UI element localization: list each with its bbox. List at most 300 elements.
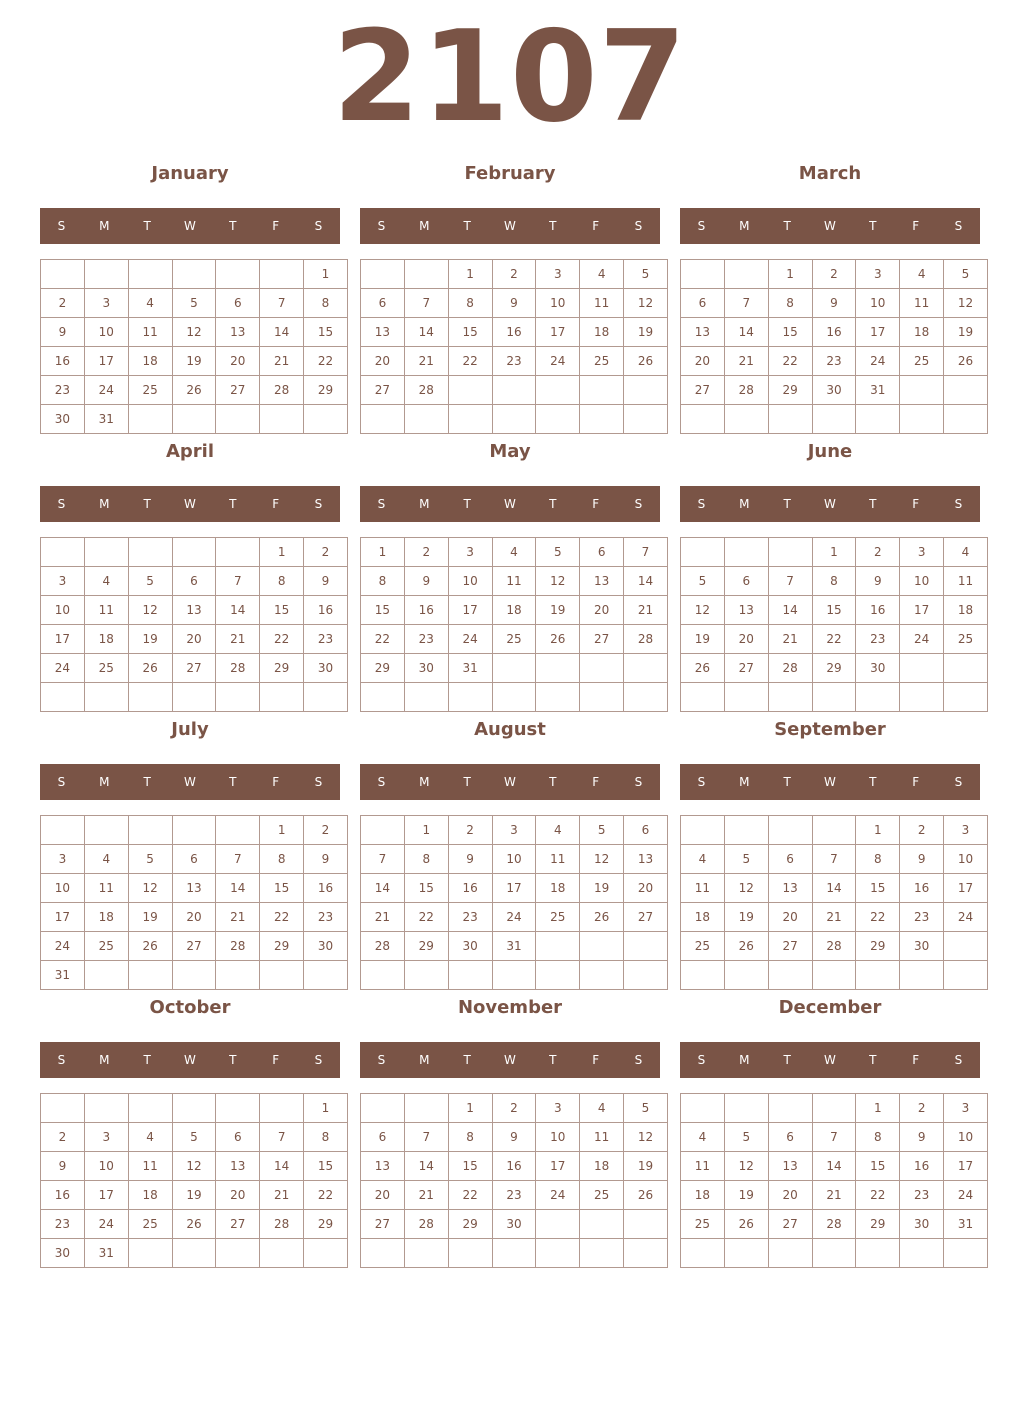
weekday-label: T — [143, 497, 151, 511]
week-row — [41, 1210, 348, 1239]
day-cell: 7 — [404, 1123, 448, 1152]
week-row — [41, 625, 348, 654]
weekday-label: S — [697, 1053, 706, 1067]
day-cell: 2 — [812, 260, 856, 289]
day-cell — [724, 683, 768, 712]
day-cell: 15 — [404, 874, 448, 903]
day-cell: 15 — [304, 318, 348, 347]
day-cell: 2 — [304, 816, 348, 845]
week-row — [361, 260, 668, 289]
day-cell: 21 — [216, 625, 260, 654]
week-row — [681, 961, 988, 990]
day-cell — [536, 1210, 580, 1239]
day-cell: 7 — [768, 567, 812, 596]
day-cell — [448, 961, 492, 990]
day-cell: 8 — [361, 567, 405, 596]
day-cell: 21 — [724, 347, 768, 376]
day-cell — [492, 376, 536, 405]
day-cell: 22 — [856, 903, 900, 932]
day-cell: 23 — [304, 625, 348, 654]
day-cell: 14 — [812, 1152, 856, 1181]
week-row — [681, 289, 988, 318]
day-cell — [304, 683, 348, 712]
day-cell: 26 — [724, 1210, 768, 1239]
day-cell: 10 — [900, 567, 944, 596]
day-cell — [812, 1239, 856, 1268]
day-cell — [84, 1094, 128, 1123]
day-cell: 7 — [361, 845, 405, 874]
day-cell — [448, 1239, 492, 1268]
day-cell: 30 — [448, 932, 492, 961]
day-cell: 18 — [580, 1152, 624, 1181]
week-row — [41, 683, 348, 712]
day-cell: 24 — [41, 932, 85, 961]
day-cell — [681, 1094, 725, 1123]
day-cell: 23 — [41, 376, 85, 405]
day-cell: 1 — [448, 1094, 492, 1123]
day-cell: 30 — [900, 1210, 944, 1239]
weekday-label: F — [592, 219, 600, 233]
weekday-label: S — [377, 1053, 386, 1067]
weekday-label: F — [272, 497, 280, 511]
day-cell: 11 — [128, 318, 172, 347]
month-name: February — [464, 163, 556, 184]
day-cell: 9 — [41, 318, 85, 347]
day-cell: 6 — [580, 538, 624, 567]
days-grid — [360, 259, 668, 434]
weekday-label: S — [697, 497, 706, 511]
day-cell — [944, 961, 988, 990]
day-cell: 3 — [944, 816, 988, 845]
weekday-label: F — [912, 1053, 920, 1067]
day-cell: 22 — [856, 1181, 900, 1210]
weekday-label: T — [869, 219, 877, 233]
weekday-label: S — [314, 775, 323, 789]
days-grid — [40, 259, 348, 434]
day-cell: 12 — [624, 289, 668, 318]
day-cell — [84, 538, 128, 567]
week-row — [361, 289, 668, 318]
day-cell: 4 — [681, 1123, 725, 1152]
week-row — [681, 567, 988, 596]
day-cell — [580, 654, 624, 683]
day-cell: 7 — [812, 1123, 856, 1152]
day-cell — [361, 816, 405, 845]
weekday-label: W — [184, 775, 196, 789]
day-cell — [681, 1239, 725, 1268]
day-cell — [536, 654, 580, 683]
day-cell: 19 — [724, 1181, 768, 1210]
day-cell: 5 — [681, 567, 725, 596]
day-cell: 26 — [944, 347, 988, 376]
day-cell: 16 — [304, 874, 348, 903]
weekday-label: M — [419, 775, 430, 789]
day-cell: 18 — [84, 625, 128, 654]
day-cell — [128, 1094, 172, 1123]
day-cell: 11 — [128, 1152, 172, 1181]
day-cell: 5 — [624, 1094, 668, 1123]
weekday-header-bar — [680, 208, 980, 244]
day-cell — [768, 538, 812, 567]
week-row — [681, 816, 988, 845]
day-cell: 23 — [304, 903, 348, 932]
day-cell — [944, 654, 988, 683]
day-cell: 26 — [536, 625, 580, 654]
day-cell: 6 — [172, 845, 216, 874]
year-title: 2107 — [332, 3, 688, 150]
day-cell: 17 — [944, 1152, 988, 1181]
day-cell — [361, 683, 405, 712]
day-cell: 29 — [812, 654, 856, 683]
day-cell: 1 — [260, 816, 304, 845]
day-cell: 7 — [216, 845, 260, 874]
week-row — [361, 903, 668, 932]
week-row — [361, 1181, 668, 1210]
day-cell: 12 — [172, 318, 216, 347]
day-cell: 16 — [304, 596, 348, 625]
day-cell: 4 — [944, 538, 988, 567]
day-cell — [812, 1094, 856, 1123]
day-cell: 30 — [41, 1239, 85, 1268]
day-cell — [944, 405, 988, 434]
weekday-label: T — [783, 497, 791, 511]
weekday-label: M — [99, 497, 110, 511]
day-cell: 18 — [681, 1181, 725, 1210]
week-row — [681, 625, 988, 654]
day-cell: 16 — [900, 874, 944, 903]
week-row — [361, 567, 668, 596]
day-cell: 6 — [681, 289, 725, 318]
day-cell — [580, 405, 624, 434]
day-cell — [172, 260, 216, 289]
weekday-label: T — [143, 775, 151, 789]
day-cell: 7 — [216, 567, 260, 596]
weekday-label: T — [463, 1053, 471, 1067]
day-cell: 12 — [944, 289, 988, 318]
day-cell: 3 — [41, 845, 85, 874]
weekday-label: F — [912, 775, 920, 789]
weekday-label: S — [377, 497, 386, 511]
weekday-label: T — [869, 497, 877, 511]
day-cell: 20 — [361, 1181, 405, 1210]
day-cell — [41, 683, 85, 712]
month-name: September — [774, 719, 886, 740]
weekday-label: W — [184, 219, 196, 233]
week-row — [41, 816, 348, 845]
day-cell: 5 — [172, 1123, 216, 1152]
week-row — [361, 961, 668, 990]
day-cell — [580, 961, 624, 990]
week-row — [41, 289, 348, 318]
day-cell: 3 — [536, 260, 580, 289]
days-grid — [360, 815, 668, 990]
day-cell: 11 — [580, 1123, 624, 1152]
day-cell: 12 — [536, 567, 580, 596]
weekday-label: F — [592, 1053, 600, 1067]
weekday-label: W — [504, 775, 516, 789]
day-cell: 5 — [128, 845, 172, 874]
day-cell: 11 — [84, 596, 128, 625]
day-cell: 11 — [84, 874, 128, 903]
day-cell — [624, 376, 668, 405]
day-cell: 28 — [361, 932, 405, 961]
day-cell — [900, 654, 944, 683]
weekday-label: F — [272, 775, 280, 789]
day-cell — [172, 961, 216, 990]
weekday-label: T — [549, 497, 557, 511]
day-cell: 25 — [944, 625, 988, 654]
day-cell — [448, 376, 492, 405]
week-row — [41, 347, 348, 376]
weekday-label: W — [824, 1053, 836, 1067]
week-row — [41, 1239, 348, 1268]
day-cell: 23 — [900, 903, 944, 932]
weekday-label: T — [549, 775, 557, 789]
weekday-label: T — [869, 775, 877, 789]
day-cell: 1 — [260, 538, 304, 567]
day-cell: 27 — [216, 376, 260, 405]
day-cell: 10 — [448, 567, 492, 596]
day-cell: 27 — [580, 625, 624, 654]
day-cell: 31 — [448, 654, 492, 683]
weekday-label: M — [419, 1053, 430, 1067]
week-row — [681, 845, 988, 874]
day-cell: 3 — [84, 1123, 128, 1152]
month-name: January — [151, 163, 229, 184]
day-cell: 30 — [304, 654, 348, 683]
day-cell — [128, 538, 172, 567]
weekday-label: S — [954, 219, 963, 233]
weekday-label: T — [229, 775, 237, 789]
day-cell: 8 — [304, 289, 348, 318]
day-cell: 11 — [536, 845, 580, 874]
day-cell: 1 — [404, 816, 448, 845]
day-cell: 5 — [944, 260, 988, 289]
day-cell: 27 — [172, 932, 216, 961]
day-cell — [724, 1094, 768, 1123]
day-cell: 15 — [304, 1152, 348, 1181]
day-cell: 5 — [724, 1123, 768, 1152]
weekday-label: T — [463, 775, 471, 789]
weekday-header-bar — [40, 208, 340, 244]
day-cell: 11 — [944, 567, 988, 596]
day-cell: 31 — [84, 405, 128, 434]
day-cell: 21 — [812, 1181, 856, 1210]
weekday-label: S — [377, 775, 386, 789]
day-cell — [724, 260, 768, 289]
day-cell — [84, 816, 128, 845]
day-cell: 27 — [361, 376, 405, 405]
day-cell: 9 — [856, 567, 900, 596]
day-cell: 4 — [580, 1094, 624, 1123]
week-row — [361, 1239, 668, 1268]
day-cell — [41, 816, 85, 845]
day-cell — [536, 1239, 580, 1268]
day-cell: 11 — [900, 289, 944, 318]
day-cell: 16 — [448, 874, 492, 903]
day-cell: 30 — [304, 932, 348, 961]
day-cell — [128, 683, 172, 712]
day-cell: 16 — [856, 596, 900, 625]
day-cell: 25 — [580, 1181, 624, 1210]
day-cell — [260, 1094, 304, 1123]
day-cell: 10 — [944, 1123, 988, 1152]
day-cell — [900, 683, 944, 712]
week-row — [361, 347, 668, 376]
day-cell: 28 — [216, 654, 260, 683]
day-cell — [361, 961, 405, 990]
weekday-label: M — [739, 497, 750, 511]
month-name: December — [778, 997, 882, 1018]
day-cell — [681, 538, 725, 567]
day-cell — [41, 538, 85, 567]
day-cell: 10 — [536, 289, 580, 318]
day-cell: 6 — [216, 1123, 260, 1152]
day-cell: 6 — [172, 567, 216, 596]
weekday-label: M — [99, 219, 110, 233]
day-cell: 3 — [536, 1094, 580, 1123]
day-cell: 29 — [260, 932, 304, 961]
day-cell: 9 — [492, 289, 536, 318]
day-cell — [900, 1239, 944, 1268]
weekday-label: S — [57, 497, 66, 511]
day-cell: 11 — [681, 1152, 725, 1181]
weekday-label: F — [272, 219, 280, 233]
day-cell: 19 — [128, 625, 172, 654]
day-cell: 23 — [812, 347, 856, 376]
weekday-label: W — [184, 497, 196, 511]
week-row — [41, 654, 348, 683]
day-cell: 10 — [84, 1152, 128, 1181]
day-cell — [944, 1239, 988, 1268]
day-cell: 29 — [404, 932, 448, 961]
day-cell — [856, 405, 900, 434]
day-cell: 7 — [260, 289, 304, 318]
day-cell — [768, 405, 812, 434]
weekday-label: S — [697, 219, 706, 233]
weekday-label: W — [184, 1053, 196, 1067]
day-cell — [84, 683, 128, 712]
weekday-label: T — [463, 219, 471, 233]
day-cell: 18 — [536, 874, 580, 903]
week-row — [41, 1123, 348, 1152]
week-row — [681, 596, 988, 625]
day-cell — [216, 405, 260, 434]
day-cell — [84, 260, 128, 289]
day-cell: 23 — [492, 347, 536, 376]
day-cell: 24 — [492, 903, 536, 932]
day-cell — [404, 260, 448, 289]
weekday-label: T — [783, 1053, 791, 1067]
weekday-header-bar — [360, 764, 660, 800]
month-name: March — [798, 163, 862, 184]
week-row — [681, 874, 988, 903]
day-cell: 12 — [172, 1152, 216, 1181]
week-row — [361, 596, 668, 625]
day-cell: 20 — [216, 1181, 260, 1210]
weekday-label: M — [739, 219, 750, 233]
day-cell: 9 — [404, 567, 448, 596]
day-cell: 18 — [84, 903, 128, 932]
week-row — [361, 405, 668, 434]
weekday-label: M — [419, 497, 430, 511]
day-cell: 28 — [624, 625, 668, 654]
day-cell: 16 — [41, 1181, 85, 1210]
week-row — [681, 932, 988, 961]
day-cell: 1 — [856, 816, 900, 845]
day-cell: 24 — [536, 347, 580, 376]
day-cell: 9 — [304, 845, 348, 874]
day-cell: 30 — [404, 654, 448, 683]
day-cell — [304, 961, 348, 990]
day-cell: 16 — [492, 318, 536, 347]
weekday-label: W — [504, 497, 516, 511]
day-cell: 28 — [724, 376, 768, 405]
day-cell: 12 — [580, 845, 624, 874]
day-cell: 18 — [900, 318, 944, 347]
day-cell: 23 — [492, 1181, 536, 1210]
day-cell: 20 — [724, 625, 768, 654]
weekday-label: S — [954, 775, 963, 789]
day-cell: 20 — [624, 874, 668, 903]
weekday-label: T — [463, 497, 471, 511]
day-cell: 16 — [404, 596, 448, 625]
day-cell: 23 — [856, 625, 900, 654]
day-cell: 18 — [128, 1181, 172, 1210]
day-cell: 6 — [624, 816, 668, 845]
day-cell — [216, 961, 260, 990]
day-cell: 16 — [41, 347, 85, 376]
day-cell: 14 — [812, 874, 856, 903]
week-row — [681, 1210, 988, 1239]
day-cell: 19 — [724, 903, 768, 932]
day-cell: 29 — [856, 932, 900, 961]
month-name: November — [457, 997, 563, 1018]
week-row — [681, 538, 988, 567]
week-row — [681, 1123, 988, 1152]
day-cell — [304, 405, 348, 434]
day-cell: 14 — [724, 318, 768, 347]
day-cell: 24 — [536, 1181, 580, 1210]
day-cell — [724, 961, 768, 990]
day-cell: 31 — [856, 376, 900, 405]
day-cell: 2 — [448, 816, 492, 845]
month-name: May — [489, 441, 531, 462]
day-cell: 30 — [41, 405, 85, 434]
day-cell — [260, 683, 304, 712]
day-cell: 21 — [216, 903, 260, 932]
day-cell: 14 — [260, 318, 304, 347]
day-cell — [768, 683, 812, 712]
day-cell: 6 — [216, 289, 260, 318]
day-cell — [41, 1094, 85, 1123]
day-cell: 25 — [681, 932, 725, 961]
day-cell — [536, 683, 580, 712]
day-cell — [304, 1239, 348, 1268]
day-cell: 19 — [580, 874, 624, 903]
day-cell: 30 — [492, 1210, 536, 1239]
day-cell: 7 — [260, 1123, 304, 1152]
day-cell — [580, 1239, 624, 1268]
day-cell — [768, 961, 812, 990]
day-cell: 23 — [404, 625, 448, 654]
day-cell: 13 — [768, 874, 812, 903]
day-cell — [856, 683, 900, 712]
days-grid — [680, 815, 988, 990]
day-cell — [768, 1239, 812, 1268]
day-cell — [216, 816, 260, 845]
day-cell — [492, 405, 536, 434]
